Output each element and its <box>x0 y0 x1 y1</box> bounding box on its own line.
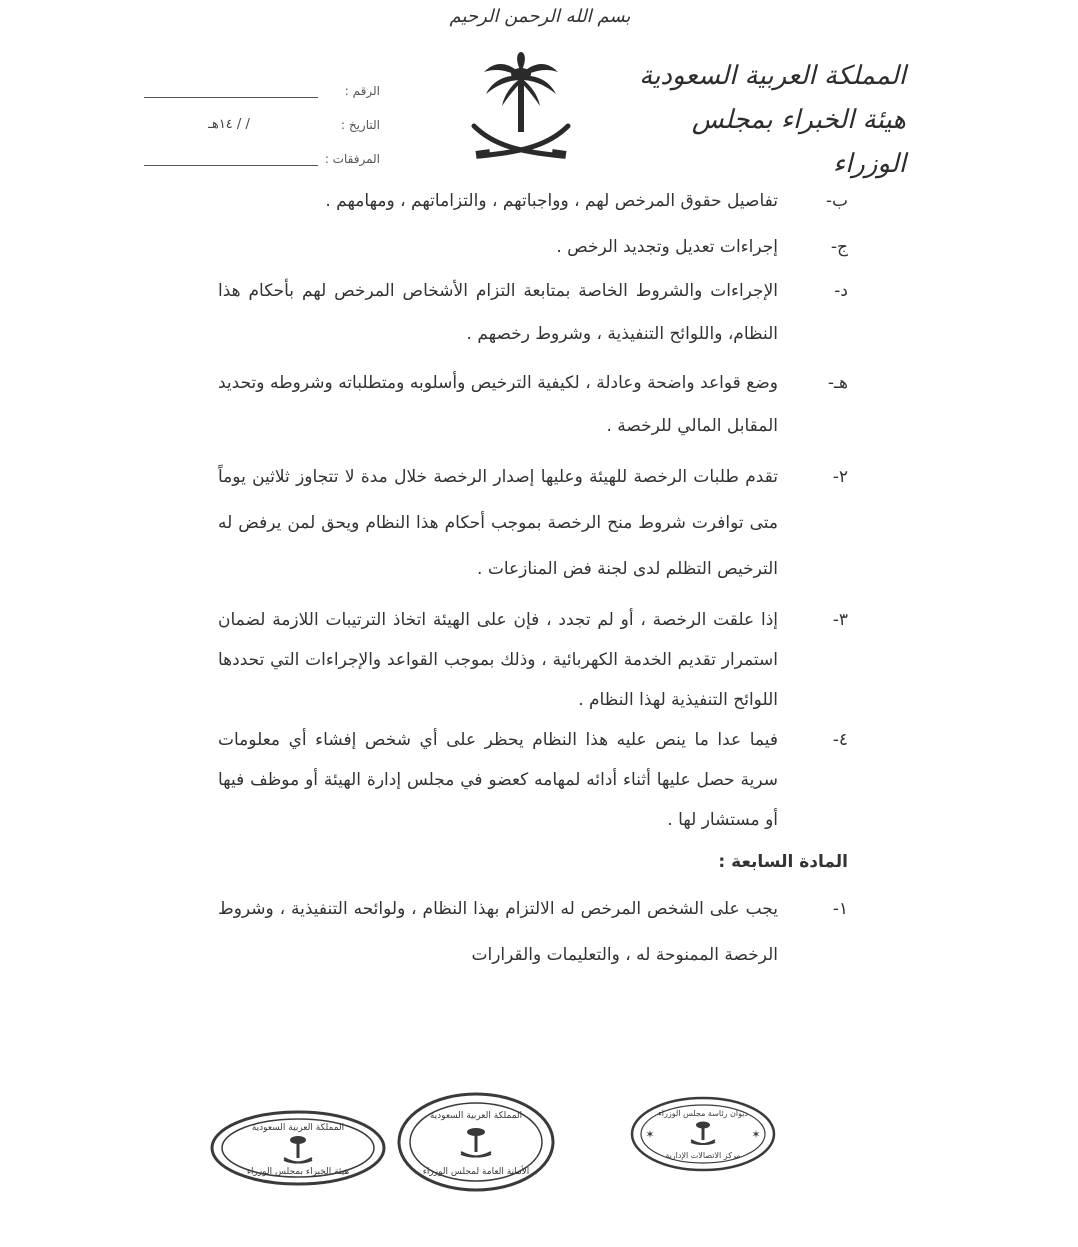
clause-text: وضع قواعد واضحة وعادلة ، لكيفية الترخيص وأسلوبه ومتطلباته وشروطه وتحديد المقابل المالي للرخصة . <box>218 373 778 436</box>
clause-marker: هـ- <box>827 373 848 393</box>
clause-text: الإجراءات والشروط الخاصة بمتابعة التزام الأشخاص المرخص لهم بأحكام هذا النظام، واللوائح التنفيذية ، وشروط رخصهم . <box>218 281 778 344</box>
clause-marker: د- <box>834 281 848 301</box>
date-row <box>140 98 380 132</box>
basmala: بسم الله الرحمن الرحيم <box>449 6 631 27</box>
attachments-row <box>140 132 380 166</box>
seal-top-text: المملكة العربية السعودية <box>251 1123 345 1133</box>
clause-text: فيما عدا ما ينص عليه هذا النظام يحظر على أي شخص إفشاء أي معلومات سرية حصل عليها أثناء أدائه لمهامه كعضو في مجلس إدارة الهيئة أو موظف فيها أو مستشار لها . <box>218 730 778 830</box>
clause-text: إجراءات تعديل وتجديد الرخص . <box>556 237 778 257</box>
clause-marker: ٢- <box>832 467 848 487</box>
document-body <box>218 178 848 978</box>
clause-marker: ٤- <box>832 730 848 750</box>
article-heading: المادة السابعة : <box>718 852 848 872</box>
clause-text: تقدم طلبات الرخصة للهيئة وعليها إصدار الرخصة خلال مدة لا تتجاوز ثلاثين يوماً متى توافرت شروط منح الرخصة بموجب أحكام هذا النظام ويحق لمن يرفض له الترخيص التظلم لدى لجنة فض المنازعات . <box>218 467 778 579</box>
kingdom-name: المملكة العربية السعودية <box>639 61 906 91</box>
clause-text: تفاصيل حقوق المرخص لهم ، وواجباتهم ، والتزاماتهم ، ومهامهم . <box>325 191 778 211</box>
clause-text: يجب على الشخص المرخص له الالتزام بهذا النظام ، ولوائحه التنفيذية ، وشروط الرخصة الممنوحة له ، والتعليمات والقرارات <box>218 899 778 965</box>
star-icon: ✶ <box>645 1128 655 1141</box>
clause-marker: ٣- <box>832 610 848 630</box>
clause-item <box>218 224 848 270</box>
date-value: / / ١٤هـ <box>208 117 250 132</box>
clause-item <box>218 886 848 978</box>
palm-swords-emblem-icon <box>466 52 576 174</box>
general-secretariat-seal <box>395 1090 557 1194</box>
clause-item <box>218 454 848 592</box>
reference-number-row <box>140 64 380 98</box>
authority-name: هيئة الخبراء بمجلس الوزراء <box>691 105 906 179</box>
seal-top-text: المملكة العربية السعودية <box>429 1111 523 1121</box>
star-icon: ✶ <box>751 1128 761 1141</box>
attachments-label: المرفقات : <box>324 152 380 166</box>
date-label: التاريخ : <box>340 118 380 132</box>
number-line <box>144 83 318 98</box>
cabinet-diwan-seal <box>628 1094 778 1174</box>
letterhead-title <box>626 54 906 186</box>
clause-item <box>218 600 848 720</box>
palm-swords-emblem-icon <box>461 1128 491 1157</box>
seal-bottom-text: مركز الاتصالات الإدارية <box>665 1151 741 1160</box>
clause-item <box>218 178 848 224</box>
palm-swords-emblem-icon <box>284 1136 312 1163</box>
seal-bottom-text: الأمانة العامة لمجلس الوزراء <box>422 1167 530 1177</box>
number-label: الرقم : <box>344 84 380 98</box>
clause-item <box>218 270 848 356</box>
clause-item <box>218 720 848 840</box>
clause-item <box>218 362 848 448</box>
clause-marker: ١- <box>832 899 848 919</box>
reference-block <box>140 64 380 166</box>
seal-bottom-text: هيئة الخبراء بمجلس الوزراء <box>246 1167 350 1177</box>
attachments-line <box>144 151 318 166</box>
seal-top-text: ديوان رئاسة مجلس الوزراء <box>658 1109 748 1118</box>
clause-marker: ج- <box>830 237 848 257</box>
experts-commission-seal <box>208 1108 388 1188</box>
clause-text: إذا علقت الرخصة ، أو لم تجدد ، فإن على الهيئة اتخاذ الترتيبات اللازمة لضمان استمرار تقديم الخدمة الكهربائية ، وذلك بموجب القواعد والإجراءات التي تحددها اللوائح التنفيذية لهذا النظام . <box>218 610 778 710</box>
palm-swords-emblem-icon <box>691 1122 715 1145</box>
clause-marker: ب- <box>825 191 848 211</box>
